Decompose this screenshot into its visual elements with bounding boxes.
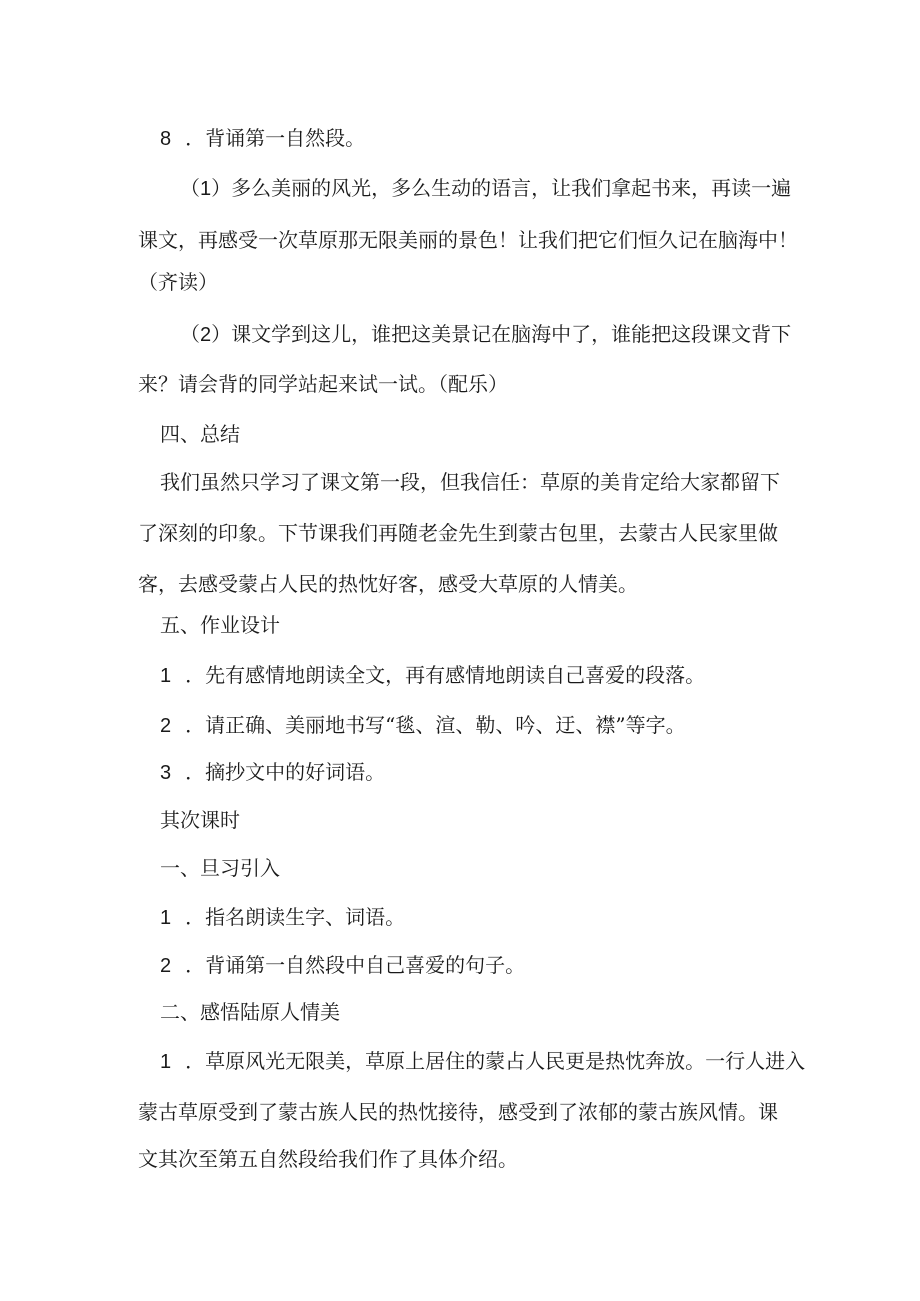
text-line: [138, 226, 798, 254]
list-number: 2: [160, 715, 172, 737]
line-text: 二、感悟陆原人情美: [160, 1000, 340, 1024]
list-number: 1: [160, 907, 172, 929]
line-text: 课文，再感受一次草原那无限美丽的景色！让我们把它们恒久记在脑海中！: [138, 228, 798, 252]
text-line: [160, 951, 525, 980]
line-text: ．指名朗读生字、词语。: [185, 905, 406, 929]
list-number: （1）: [180, 178, 232, 200]
text-line: [160, 854, 280, 882]
text-line: [138, 268, 218, 296]
text-line: [138, 1145, 518, 1173]
text-line: [160, 998, 340, 1026]
line-text: 客，去感受蒙占人民的热忱好客，感受大草原的人情美。: [138, 572, 638, 596]
list-number: 2: [160, 955, 172, 977]
line-text: 我们虽然只学习了课文第一段，但我信任：草原的美肯定给大家都留下: [160, 470, 780, 494]
list-number: 1: [160, 1051, 172, 1073]
line-text: 其次课时: [160, 808, 240, 832]
line-text: 了深刻的印象。下节课我们再随老金先生到蒙古包里，去蒙古人民家里做: [138, 521, 778, 545]
list-number: 3: [160, 762, 172, 784]
text-line: [160, 758, 385, 787]
line-text: ．背诵第一自然段。: [185, 126, 366, 150]
line-text: ．摘抄文中的好词语。: [185, 760, 386, 784]
line-text: 课文学到这儿，谁把这美景记在脑海中了，谁能把这段课文背下: [231, 322, 792, 346]
text-line: [138, 519, 778, 547]
list-number: 8: [160, 128, 172, 150]
text-line: [160, 420, 240, 448]
text-line: [138, 570, 638, 598]
text-line: [160, 661, 705, 690]
text-line: [138, 370, 508, 398]
text-line: [160, 903, 405, 932]
text-line: [160, 806, 240, 834]
text-line: [180, 320, 791, 349]
line-text: （齐读）: [138, 270, 218, 294]
text-line: [160, 1047, 805, 1076]
text-line: [138, 1098, 778, 1126]
line-text: ．草原风光无限美，草原上居住的蒙占人民更是热忱奔放。一行人进入: [185, 1049, 806, 1073]
line-text: ．背诵第一自然段中自己喜爱的句子。: [185, 953, 526, 977]
text-line: [160, 124, 365, 153]
line-text: 蒙古草原受到了蒙古族人民的热忱接待，感受到了浓郁的蒙古族风情。课: [138, 1100, 778, 1124]
line-text: ．请正确、美丽地书写“毯、渲、勒、吟、迂、襟”等字。: [185, 713, 686, 737]
line-text: 一、旦习引入: [160, 856, 280, 880]
line-text: ．先有感情地朗读全文，再有感情地朗读自己喜爱的段落。: [185, 663, 706, 687]
line-text: 五、作业设计: [160, 613, 280, 637]
line-text: 文其次至第五自然段给我们作了具体介绍。: [138, 1147, 518, 1171]
line-text: 多么美丽的风光，多么生动的语言，让我们拿起书来，再读一遍: [231, 176, 792, 200]
text-line: [160, 468, 780, 496]
list-number: 1: [160, 665, 172, 687]
line-text: 来？请会背的同学站起来试一试。（配乐）: [138, 372, 508, 396]
list-number: （2）: [180, 324, 232, 346]
line-text: 四、总结: [160, 422, 240, 446]
text-line: [160, 611, 280, 639]
text-line: [160, 711, 686, 740]
text-line: [180, 174, 791, 203]
